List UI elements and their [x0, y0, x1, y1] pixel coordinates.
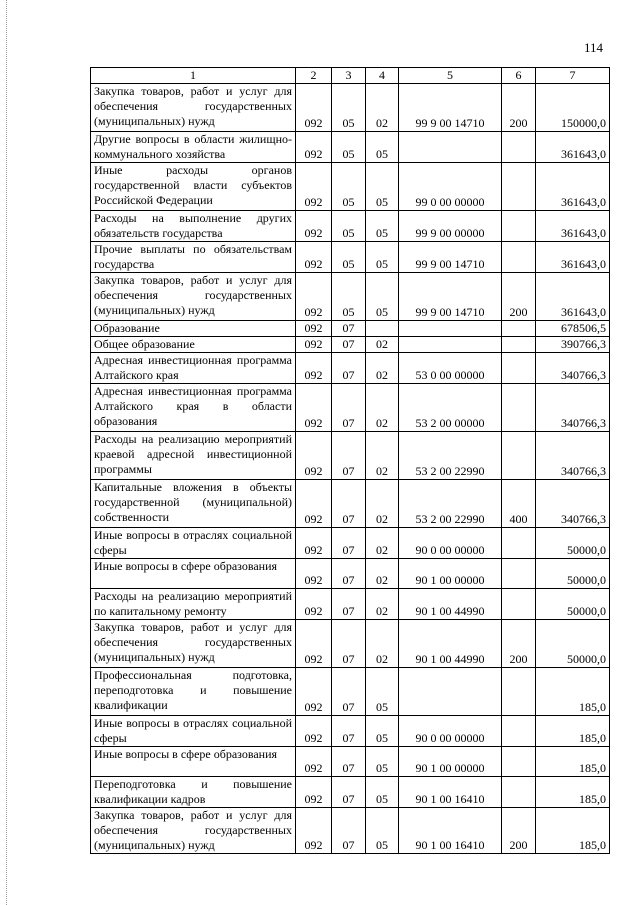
- table-row: [91, 384, 610, 432]
- column-header-2: 2: [296, 68, 332, 84]
- cell-code-podrazdel: 02: [366, 589, 399, 620]
- cell-code-razdel: 07: [332, 384, 366, 432]
- cell-amount: 185,0: [536, 808, 610, 854]
- cell-code-cel-statya: 99 9 00 00000: [399, 211, 502, 242]
- cell-code-glava: 092: [296, 163, 332, 211]
- cell-code-vid-rashodov: [502, 337, 536, 353]
- column-header-4: 4: [366, 68, 399, 84]
- cell-code-razdel: 07: [332, 432, 366, 480]
- cell-code-vid-rashodov: [502, 777, 536, 808]
- cell-code-razdel: 07: [332, 716, 366, 747]
- table-row: [91, 668, 610, 716]
- column-header-7: 7: [536, 68, 610, 84]
- cell-code-podrazdel: 05: [366, 808, 399, 854]
- cell-code-podrazdel: 02: [366, 84, 399, 132]
- cell-code-glava: 092: [296, 211, 332, 242]
- cell-code-cel-statya: [399, 668, 502, 716]
- cell-code-razdel: 07: [332, 337, 366, 353]
- table-row: [91, 132, 610, 163]
- budget-table: [90, 67, 610, 854]
- cell-code-glava: 092: [296, 273, 332, 321]
- column-header-1: 1: [91, 68, 296, 84]
- cell-name: Закупка товаров, работ и услуг для обеспечения государственных (муниципальных) нужд: [91, 808, 296, 854]
- table-row: [91, 84, 610, 132]
- cell-code-podrazdel: 05: [366, 163, 399, 211]
- table-row: [91, 211, 610, 242]
- cell-code-glava: 092: [296, 716, 332, 747]
- cell-code-podrazdel: 05: [366, 273, 399, 321]
- table-row: [91, 528, 610, 559]
- cell-name: Другие вопросы в области жилищно-коммунального хозяйства: [91, 132, 296, 163]
- cell-code-vid-rashodov: [502, 163, 536, 211]
- table-row: [91, 353, 610, 384]
- cell-amount: 340766,3: [536, 480, 610, 528]
- cell-code-podrazdel: 05: [366, 668, 399, 716]
- cell-code-glava: 092: [296, 589, 332, 620]
- cell-code-razdel: 05: [332, 211, 366, 242]
- cell-code-podrazdel: 05: [366, 242, 399, 273]
- cell-code-razdel: 07: [332, 777, 366, 808]
- table-row: [91, 337, 610, 353]
- cell-name: Закупка товаров, работ и услуг для обеспечения государственных (муниципальных) нужд: [91, 273, 296, 321]
- cell-code-podrazdel: 02: [366, 559, 399, 589]
- cell-code-vid-rashodov: 200: [502, 273, 536, 321]
- cell-code-podrazdel: 05: [366, 716, 399, 747]
- cell-code-razdel: 05: [332, 132, 366, 163]
- cell-code-glava: 092: [296, 559, 332, 589]
- cell-code-vid-rashodov: 400: [502, 480, 536, 528]
- cell-code-razdel: 07: [332, 353, 366, 384]
- cell-code-razdel: 07: [332, 808, 366, 854]
- cell-code-podrazdel: 02: [366, 337, 399, 353]
- cell-name: Адресная инвестиционная программа Алтайского края: [91, 353, 296, 384]
- cell-code-vid-rashodov: [502, 384, 536, 432]
- cell-code-vid-rashodov: [502, 353, 536, 384]
- cell-code-cel-statya: 99 9 00 14710: [399, 242, 502, 273]
- table-row: [91, 559, 610, 589]
- cell-name: Адресная инвестиционная программа Алтайского края в области образования: [91, 384, 296, 432]
- cell-code-cel-statya: [399, 337, 502, 353]
- cell-name: Закупка товаров, работ и услуг для обеспечения государственных (муниципальных) нужд: [91, 84, 296, 132]
- cell-code-podrazdel: [366, 321, 399, 337]
- cell-code-razdel: 05: [332, 163, 366, 211]
- cell-amount: 185,0: [536, 668, 610, 716]
- cell-name: Иные вопросы в сфере образования: [91, 747, 296, 777]
- cell-code-razdel: 05: [332, 273, 366, 321]
- cell-code-cel-statya: 90 1 00 16410: [399, 777, 502, 808]
- cell-name: Образование: [91, 321, 296, 337]
- cell-code-vid-rashodov: [502, 211, 536, 242]
- cell-code-podrazdel: 02: [366, 432, 399, 480]
- cell-code-glava: 092: [296, 84, 332, 132]
- cell-code-vid-rashodov: [502, 242, 536, 273]
- cell-code-razdel: 07: [332, 528, 366, 559]
- cell-code-podrazdel: 02: [366, 384, 399, 432]
- cell-code-vid-rashodov: [502, 132, 536, 163]
- cell-code-cel-statya: 53 2 00 00000: [399, 384, 502, 432]
- table-row: [91, 777, 610, 808]
- cell-amount: 50000,0: [536, 528, 610, 559]
- cell-name: Иные расходы органов государственной власти субъектов Российской Федерации: [91, 163, 296, 211]
- cell-amount: 361643,0: [536, 211, 610, 242]
- cell-code-vid-rashodov: [502, 528, 536, 559]
- cell-amount: 50000,0: [536, 559, 610, 589]
- cell-code-vid-rashodov: [502, 559, 536, 589]
- cell-code-glava: 092: [296, 808, 332, 854]
- cell-code-glava: 092: [296, 668, 332, 716]
- column-header-5: 5: [399, 68, 502, 84]
- cell-code-razdel: 07: [332, 559, 366, 589]
- cell-name: Расходы на реализацию мероприятий по капитальному ремонту: [91, 589, 296, 620]
- column-header-6: 6: [502, 68, 536, 84]
- cell-code-glava: 092: [296, 747, 332, 777]
- cell-code-glava: 092: [296, 480, 332, 528]
- cell-code-cel-statya: 99 9 00 14710: [399, 84, 502, 132]
- cell-amount: 361643,0: [536, 242, 610, 273]
- cell-amount: 361643,0: [536, 273, 610, 321]
- cell-amount: 185,0: [536, 777, 610, 808]
- cell-code-podrazdel: 02: [366, 528, 399, 559]
- cell-code-vid-rashodov: 200: [502, 620, 536, 668]
- cell-amount: 340766,3: [536, 432, 610, 480]
- cell-amount: 340766,3: [536, 384, 610, 432]
- cell-amount: 361643,0: [536, 163, 610, 211]
- table-row: [91, 273, 610, 321]
- table-header-row: [91, 68, 610, 84]
- table-row: [91, 808, 610, 854]
- table-row: [91, 716, 610, 747]
- cell-code-vid-rashodov: [502, 432, 536, 480]
- cell-code-cel-statya: 90 1 00 44990: [399, 589, 502, 620]
- cell-name: Профессиональная подготовка, переподготовка и повышение квалификации: [91, 668, 296, 716]
- cell-code-glava: 092: [296, 777, 332, 808]
- table-row: [91, 747, 610, 777]
- cell-code-vid-rashodov: [502, 589, 536, 620]
- cell-amount: 50000,0: [536, 620, 610, 668]
- cell-code-cel-statya: 90 1 00 00000: [399, 559, 502, 589]
- cell-name: Общее образование: [91, 337, 296, 353]
- cell-amount: 390766,3: [536, 337, 610, 353]
- cell-code-vid-rashodov: 200: [502, 808, 536, 854]
- cell-code-vid-rashodov: [502, 321, 536, 337]
- cell-name: Иные вопросы в сфере образования: [91, 559, 296, 589]
- table-row: [91, 480, 610, 528]
- cell-code-glava: 092: [296, 132, 332, 163]
- table-row: [91, 620, 610, 668]
- cell-code-glava: 092: [296, 353, 332, 384]
- cell-code-cel-statya: 53 2 00 22990: [399, 480, 502, 528]
- cell-amount: 678506,5: [536, 321, 610, 337]
- cell-amount: 50000,0: [536, 589, 610, 620]
- cell-code-vid-rashodov: [502, 668, 536, 716]
- cell-amount: 150000,0: [536, 84, 610, 132]
- cell-code-glava: 092: [296, 242, 332, 273]
- cell-amount: 361643,0: [536, 132, 610, 163]
- cell-code-cel-statya: 53 2 00 22990: [399, 432, 502, 480]
- cell-name: Расходы на выполнение других обязательств государства: [91, 211, 296, 242]
- cell-code-cel-statya: 99 9 00 14710: [399, 273, 502, 321]
- table-row: [91, 242, 610, 273]
- cell-code-razdel: 07: [332, 480, 366, 528]
- cell-name: Переподготовка и повышение квалификации кадров: [91, 777, 296, 808]
- cell-code-vid-rashodov: 200: [502, 84, 536, 132]
- cell-name: Капитальные вложения в объекты государственной (муниципальной) собственности: [91, 480, 296, 528]
- cell-code-cel-statya: 90 1 00 00000: [399, 747, 502, 777]
- cell-code-razdel: 07: [332, 620, 366, 668]
- cell-name: Иные вопросы в отраслях социальной сферы: [91, 528, 296, 559]
- cell-code-cel-statya: [399, 132, 502, 163]
- cell-code-podrazdel: 02: [366, 480, 399, 528]
- cell-code-cel-statya: 90 0 00 00000: [399, 716, 502, 747]
- cell-name: Прочие выплаты по обязательствам государства: [91, 242, 296, 273]
- cell-name: Расходы на реализацию мероприятий краевой адресной инвестиционной программы: [91, 432, 296, 480]
- cell-code-podrazdel: 05: [366, 132, 399, 163]
- column-header-3: 3: [332, 68, 366, 84]
- page-number: 114: [584, 40, 604, 55]
- cell-code-podrazdel: 02: [366, 353, 399, 384]
- cell-code-cel-statya: 99 0 00 00000: [399, 163, 502, 211]
- cell-amount: 185,0: [536, 747, 610, 777]
- cell-code-cel-statya: 90 0 00 00000: [399, 528, 502, 559]
- cell-code-vid-rashodov: [502, 716, 536, 747]
- cell-code-razdel: 07: [332, 321, 366, 337]
- cell-code-glava: 092: [296, 337, 332, 353]
- cell-amount: 185,0: [536, 716, 610, 747]
- cell-code-razdel: 07: [332, 589, 366, 620]
- cell-code-glava: 092: [296, 432, 332, 480]
- cell-code-razdel: 07: [332, 668, 366, 716]
- cell-name: Иные вопросы в отраслях социальной сферы: [91, 716, 296, 747]
- cell-code-cel-statya: 90 1 00 44990: [399, 620, 502, 668]
- table-row: [91, 321, 610, 337]
- cell-amount: 340766,3: [536, 353, 610, 384]
- page-left-edge: [6, 0, 8, 905]
- table-row: [91, 432, 610, 480]
- cell-code-podrazdel: 05: [366, 777, 399, 808]
- cell-code-glava: 092: [296, 528, 332, 559]
- cell-code-glava: 092: [296, 384, 332, 432]
- cell-code-vid-rashodov: [502, 747, 536, 777]
- cell-code-cel-statya: 90 1 00 16410: [399, 808, 502, 854]
- table-row: [91, 589, 610, 620]
- cell-code-podrazdel: 05: [366, 211, 399, 242]
- cell-code-razdel: 05: [332, 84, 366, 132]
- cell-code-podrazdel: 02: [366, 620, 399, 668]
- cell-name: Закупка товаров, работ и услуг для обеспечения государственных (муниципальных) нужд: [91, 620, 296, 668]
- cell-code-glava: 092: [296, 620, 332, 668]
- cell-code-razdel: 07: [332, 747, 366, 777]
- cell-code-podrazdel: 05: [366, 747, 399, 777]
- cell-code-cel-statya: 53 0 00 00000: [399, 353, 502, 384]
- cell-code-razdel: 05: [332, 242, 366, 273]
- cell-code-glava: 092: [296, 321, 332, 337]
- cell-code-cel-statya: [399, 321, 502, 337]
- table-row: [91, 163, 610, 211]
